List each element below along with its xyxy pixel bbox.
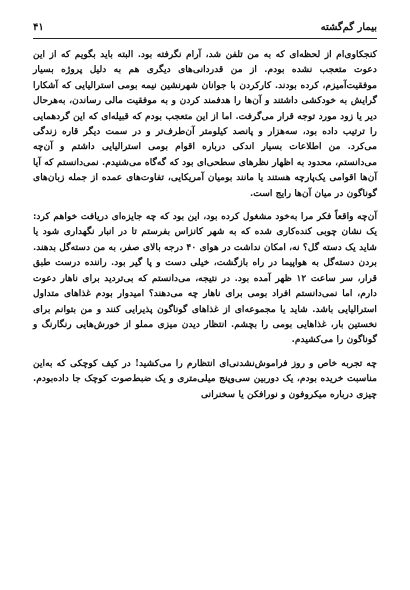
paragraph-2: آن‌چه واقعاً فکر مرا به‌خود مشغول کرده بود، این بود که چه جایزه‌ای دریافت خواهم کرد: یک نشان چوبی کنده‌کاری شده که به شهر کانزاس بفرستم تا در انبار نگهداری شود یا شاید یک دسته گل؟ نه، امکان نداشت در هوای ۴۰ درجه بالای صفر، به من دسته‌گل بدهند. بردن دسته‌گل به هواپیما در راه بازگشت، خیلی دست و پا گیر بود. راننده درست طبق قرار، سر ساعت ۱۲ ظهر آمده بود. در نتیجه، می‌دانستم که بی‌تردید برای ناهار دعوت دارم، اما نمی‌دانستم افراد بومی برای ناهار چه می‌دهند؟ امیدوار بودم غذاهای متداول استرالیایی باشد. شاید یا مجموعه‌ای از غذاهای گوناگون پذیرایی کنند و من بتوانم برای نخستین بار، غذاهایی بومی را بچشم. انتظار دیدن میزی مملو از خورش‌هایی رنگارنگ و گوناگون را می‌کشیدم. [33, 211, 377, 346]
page-number: ۴۱ [33, 22, 44, 33]
body-text [33, 47, 377, 410]
paragraph-1: کنجکاوی‌ام از لحظه‌ای که به من تلفن شد، آرام نگرفته بود. البته باید بگویم که از این دعوت متعجب نشده بودم. از من قدردانی‌های دیگری هم به دلیل پروژه بسیار موفقیت‌آمیزم، کرده بودند. کارکردن با جوانان شهرنشین نیمه بومی استرالیایی که آشکارا گرایش به خودکشی داشتند و آن‌ها را هدفمند کردن و به موفقیت مالی رساندن، به‌هرحال دیر یا زود مورد توجه قرار می‌گرفت. اما از این متعجب بودم که قبیله‌ای که این گردهمایی را ترتیب داده بود، سه‌هزار و پانصد کیلومتر آن‌طرف‌تر و در سمت دیگر قاره زندگی می‌کرد. من اطلاعات بسیار اندکی درباره اقوام بومی استرالیایی داشتم و آن‌چه می‌دانستم، محدود به اظهار نظرهای سطحی‌ای بود که گه‌گاه می‌شنیدم. نمی‌دانستم که آیا آن‌ها اقوامی یک‌پارچه هستند یا مانند بومیان آمریکایی، تفاوت‌های عمده از جمله زبان‌های گوناگون در میان آن‌ها رایج است. [33, 49, 377, 199]
page-header [33, 22, 377, 40]
running-title: بیمار گم‌گشته [320, 22, 377, 33]
paragraph-3: چه تجربه خاص و روز فراموش‌نشدنی‌ای انتظارم را می‌کشید! در کیف کوچکی که به‌این مناسبت خریده بودم، یک دوربین سی‌وپنج میلی‌متری و یک ضبط‌صوت کوچک جا داده‌بودم. چیزی درباره میکروفون و نورافکن یا سخنرانی [33, 357, 377, 400]
header-rule [33, 38, 377, 39]
